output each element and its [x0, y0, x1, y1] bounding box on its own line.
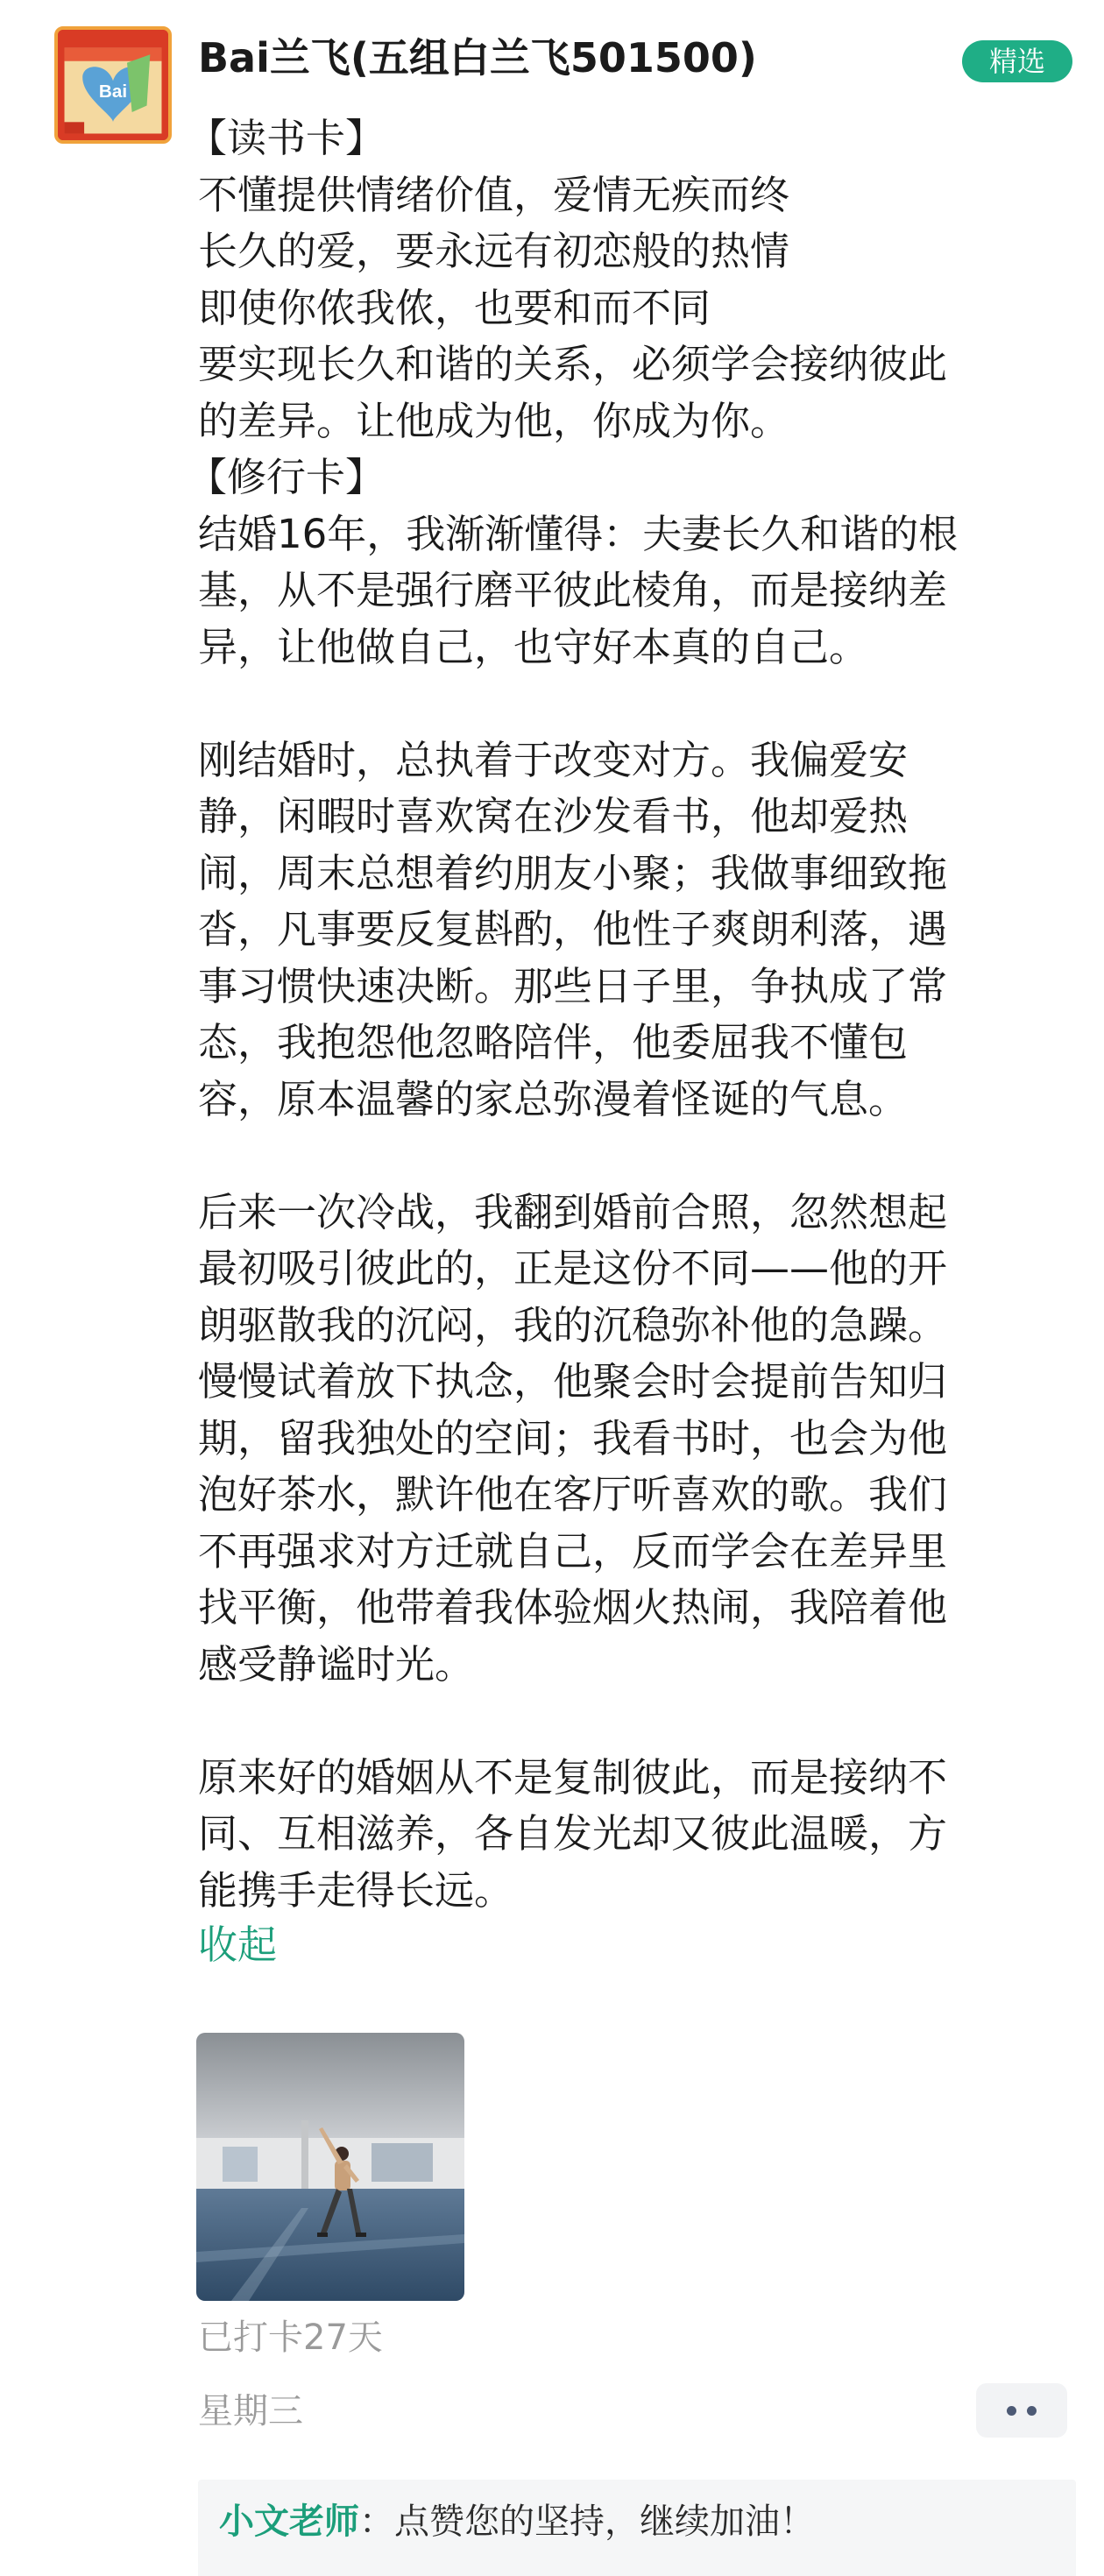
post-photo[interactable]	[196, 2033, 464, 2301]
text-line: 事习惯快速决断。那些日子里，争执成了常	[198, 962, 948, 1009]
paragraph-gap	[198, 1128, 1083, 1185]
text-line: 即使你侬我侬，也要和而不同	[198, 284, 711, 331]
text-line: 闹，周末总想着约朋友小聚；我做事细致拖	[198, 849, 948, 896]
comment-author[interactable]: 小文老师	[219, 2502, 359, 2542]
text-line: 容，原本温馨的家总弥漫着怪诞的气息。	[198, 1075, 909, 1122]
more-dot-icon	[1027, 2406, 1037, 2416]
comment-item	[219, 2497, 815, 2546]
photo-image	[196, 2033, 464, 2301]
more-button[interactable]	[976, 2383, 1067, 2438]
text-line: 同、互相滋养，各自发光却又彼此温暖，方	[198, 1810, 948, 1857]
text-line: 泡好茶水，默许他在客厅听喜欢的歌。我们	[198, 1471, 948, 1518]
text-line: 不懂提供情绪价值，爱情无疾而终	[198, 171, 790, 218]
post-body	[188, 110, 1083, 1919]
avatar-text: Bai	[98, 81, 128, 103]
text-line: 朗驱散我的沉闷，我的沉稳弥补他的急躁。	[198, 1301, 948, 1348]
text-line: 态，我抱怨他忽略陪伴，他委屈我不懂包	[198, 1019, 909, 1065]
text-line: 找平衡，他带着我体验烟火热闹，我陪着他	[198, 1584, 948, 1631]
checkin-days: 已打卡27天	[198, 2318, 383, 2358]
paragraph-gap	[198, 676, 1083, 732]
post-author-name[interactable]: Bai兰飞(五组白兰飞501500)	[198, 34, 757, 81]
text-line: 最初吸引彼此的，正是这份不同——他的开	[198, 1245, 948, 1292]
text-line: 原来好的婚姻从不是复制彼此，而是接纳不	[198, 1753, 948, 1801]
text-line: 静，闲暇时喜欢窝在沙发看书，他却爱热	[198, 793, 909, 839]
paragraph-gap	[198, 1693, 1083, 1750]
text-line: 后来一次冷战，我翻到婚前合照，忽然想起	[198, 1188, 948, 1235]
text-line: 刚结婚时，总执着于改变对方。我偏爱安	[198, 736, 909, 783]
text-line: 能携手走得长远。	[198, 1866, 514, 1914]
featured-badge: 精选	[962, 40, 1072, 82]
text-line: 异，让他做自己，也守好本真的自己。	[198, 623, 869, 670]
text-line: 长久的爱，要永远有初恋般的热情	[198, 228, 790, 274]
avatar-image	[58, 30, 168, 140]
text-line: 慢慢试着放下执念，他聚会时会提前告知归	[198, 1358, 948, 1405]
text-line: 感受静谧时光。	[198, 1640, 475, 1688]
text-line: 期，留我独处的空间；我看书时，也会为他	[198, 1414, 948, 1461]
post-weekday: 星期三	[198, 2391, 303, 2431]
section-heading: 【修行卡】	[188, 454, 386, 500]
text-line: 不再强求对方迁就自己，反而学会在差异里	[198, 1527, 948, 1575]
text-line: 要实现长久和谐的关系，必须学会接纳彼此	[198, 341, 948, 387]
text-line: 基，从不是强行磨平彼此棱角，而是接纳差	[198, 567, 948, 613]
avatar[interactable]	[54, 26, 172, 144]
comment-box	[198, 2480, 1076, 2576]
text-line: 的差异。让他成为他，你成为你。	[198, 397, 790, 444]
more-dot-icon	[1007, 2406, 1016, 2416]
comment-text: 点赞您的坚持，继续加油！	[394, 2502, 815, 2542]
text-line: 沓，凡事要反复斟酌，他性子爽朗利落，遇	[198, 906, 948, 952]
section-heading: 【读书卡】	[188, 115, 386, 161]
text-line: 结婚16年，我渐渐懂得：夫妻长久和谐的根	[198, 510, 959, 557]
collapse-link[interactable]: 收起	[198, 1921, 278, 1968]
comment-separator: ：	[359, 2502, 394, 2542]
